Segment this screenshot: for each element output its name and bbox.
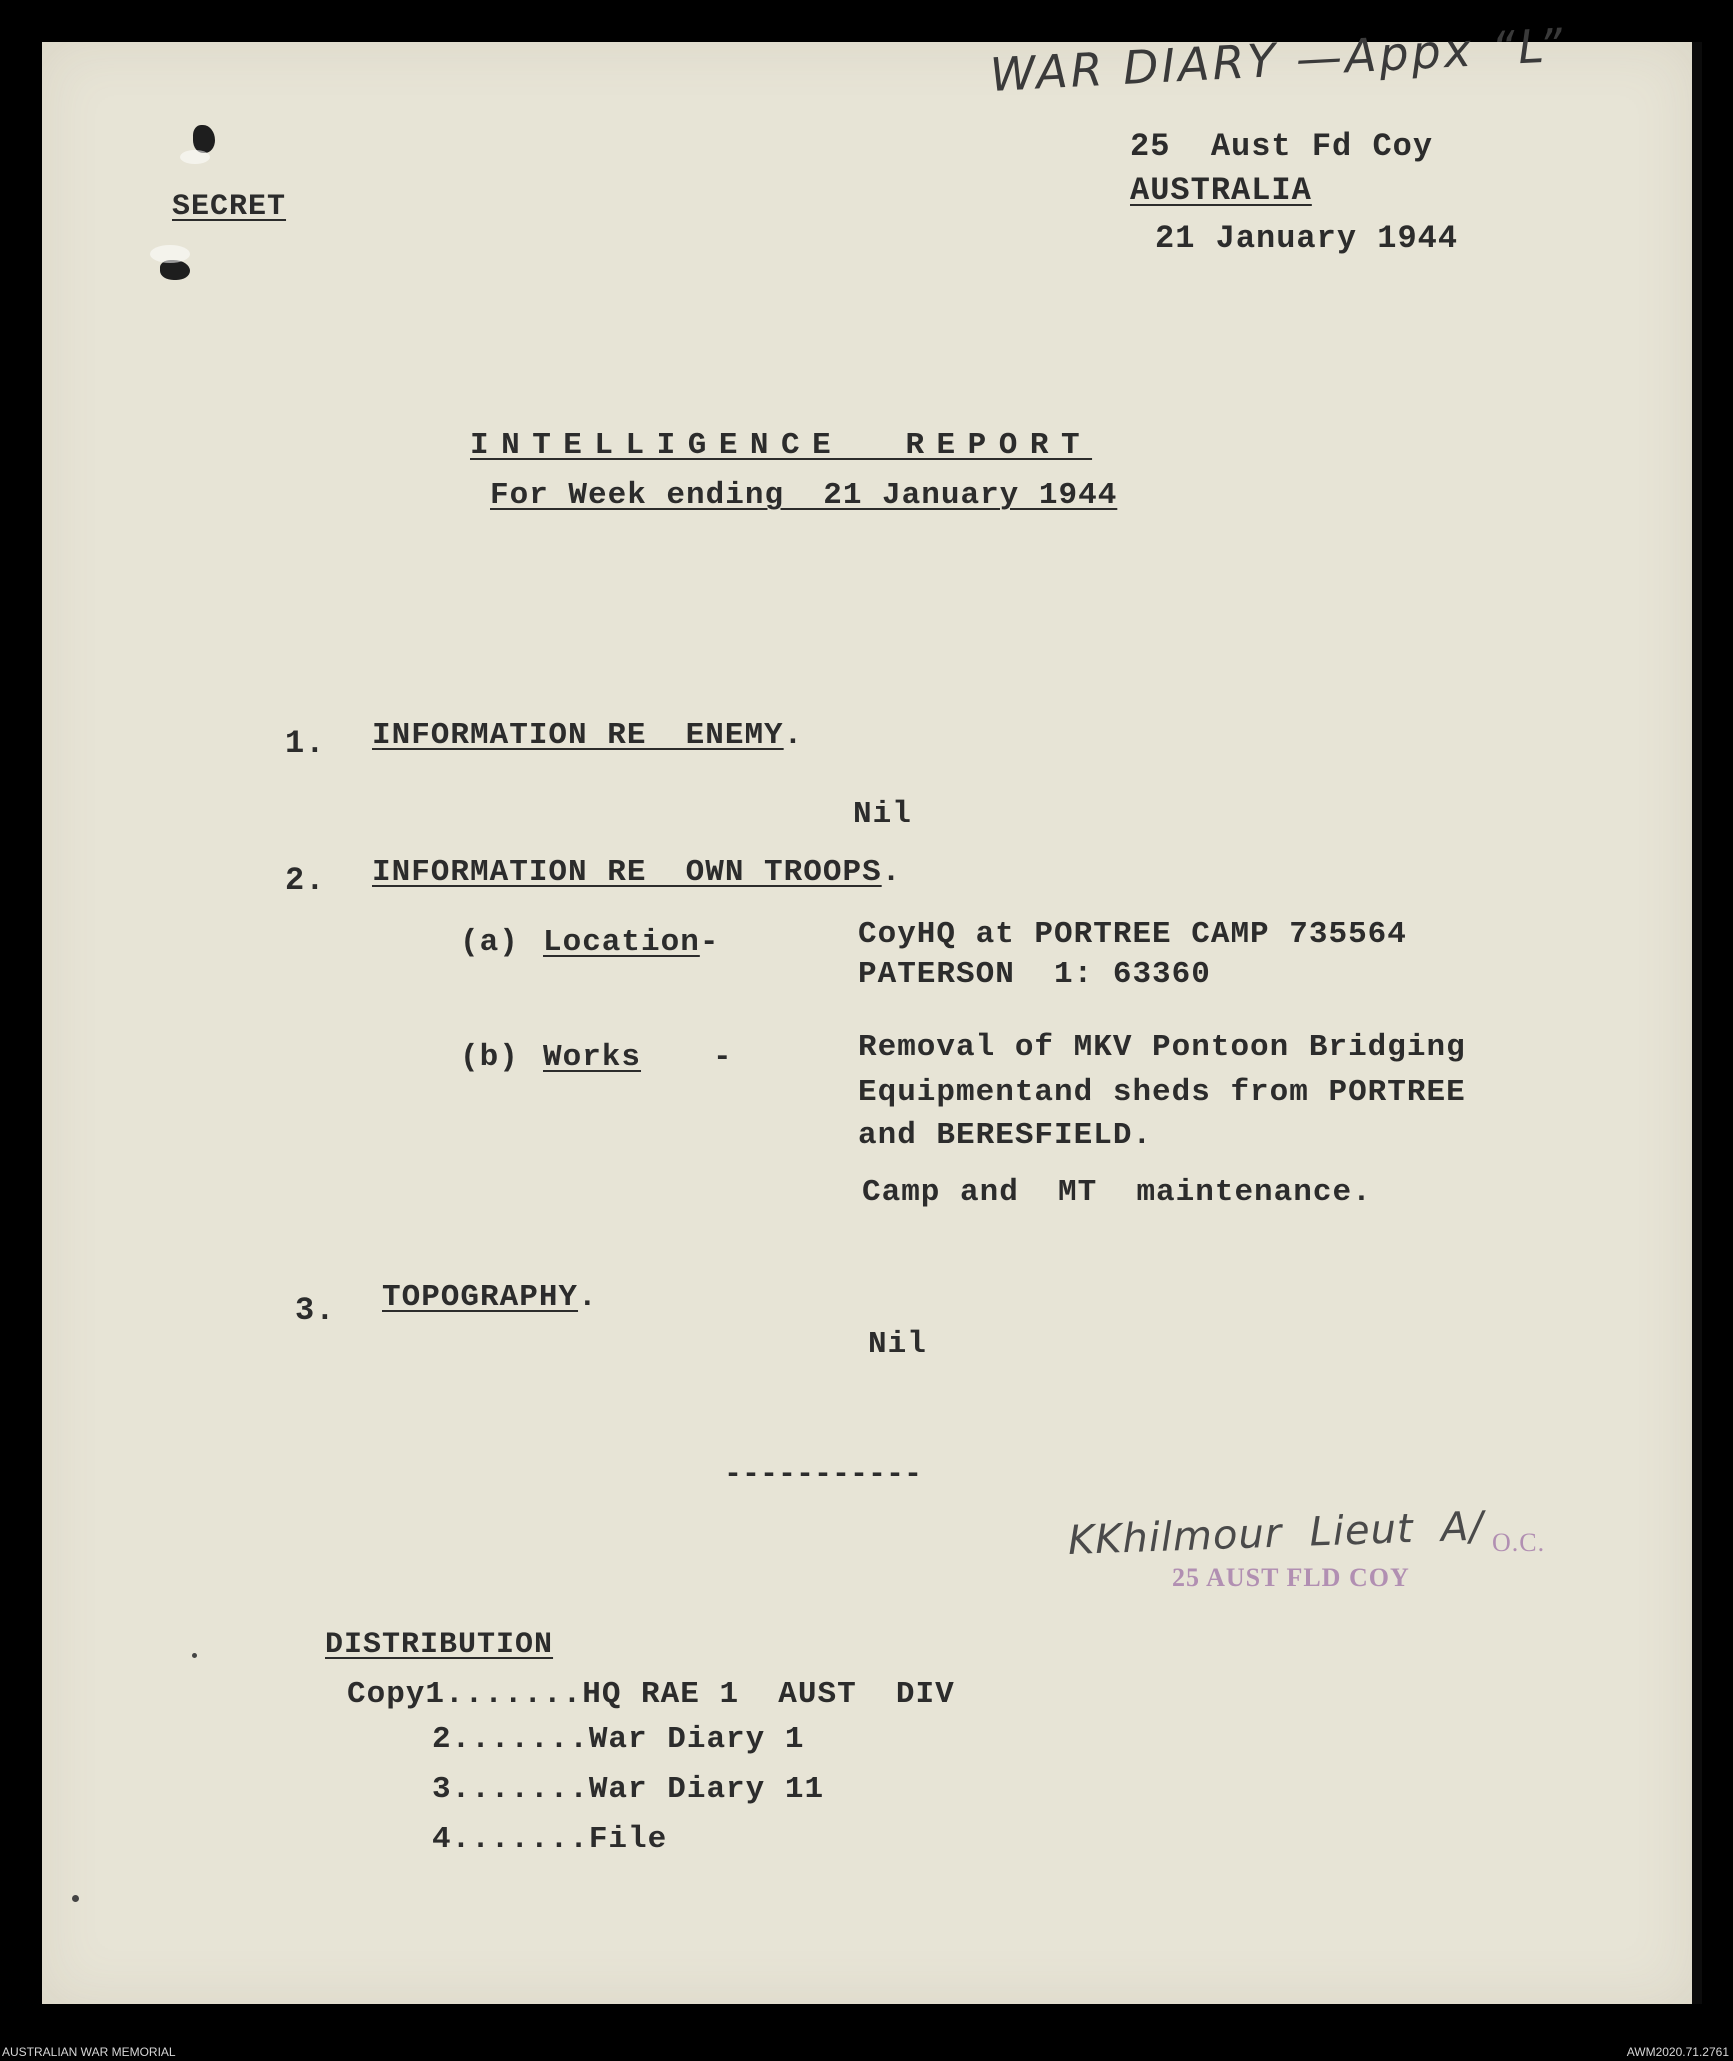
section-divider: -----------	[724, 1458, 923, 1492]
ink-dot-1	[192, 1653, 197, 1658]
section-3-heading	[382, 1280, 598, 1315]
ink-dot-2	[72, 1895, 79, 1902]
distribution-row-1: Copy1.......HQ RAE 1 AUST DIV	[347, 1677, 955, 1712]
footer-institution: AUSTRALIAN WAR MEMORIAL	[2, 2045, 176, 2059]
works-line-3: and BERESFIELD.	[858, 1118, 1153, 1153]
section-2-heading-suffix: .	[881, 855, 902, 890]
works-line-1: Removal of MKV Pontoon Bridging	[858, 1030, 1466, 1065]
classification-label: SECRET	[172, 190, 287, 224]
unit-stamp: 25 AUST FLD COY	[1172, 1563, 1410, 1592]
distribution-row-4: 4.......File	[432, 1822, 668, 1857]
unit-name: 25 Aust Fd Coy	[1130, 128, 1434, 165]
report-subtitle: For Week ending 21 January 1944	[490, 478, 1118, 513]
subsection-b-separator: -	[713, 1040, 733, 1075]
section-3-heading-suffix: .	[578, 1280, 598, 1315]
section-3-number: 3.	[295, 1292, 336, 1329]
report-title: INTELLIGENCE REPORT	[470, 428, 1093, 463]
handwritten-header: WAR DIARY —Appx “L”	[988, 17, 1567, 102]
subsection-a-title-text: Location	[543, 925, 700, 960]
section-1-heading-text: INFORMATION RE ENEMY	[372, 718, 784, 753]
subsection-b-title: Works	[543, 1040, 642, 1075]
subsection-a-title	[543, 925, 719, 960]
report-date: 21 January 1944	[1155, 220, 1459, 257]
footer-reference: AWM2020.71.2761	[1626, 2045, 1729, 2059]
subsection-a-label: (a)	[460, 925, 519, 960]
section-1-heading	[372, 718, 803, 753]
unit-country: AUSTRALIA	[1130, 172, 1312, 209]
punch-hole-top	[193, 125, 215, 153]
section-3-body: Nil	[868, 1327, 927, 1362]
distribution-row-2: 2.......War Diary 1	[432, 1722, 805, 1757]
distribution-heading: DISTRIBUTION	[325, 1628, 554, 1662]
signature-handwritten: KKhilmour Lieut A/	[1067, 1503, 1485, 1564]
location-line-2: PATERSON 1: 63360	[858, 957, 1211, 992]
section-2-heading	[372, 855, 901, 890]
section-1-number: 1.	[285, 725, 326, 762]
section-3-heading-text: TOPOGRAPHY	[382, 1280, 579, 1315]
section-2-number: 2.	[285, 862, 326, 899]
subsection-b-label: (b)	[460, 1040, 519, 1075]
subsection-a-separator: -	[699, 925, 720, 960]
distribution-row-3: 3.......War Diary 11	[432, 1772, 825, 1807]
signature-oc-stamp: O.C.	[1492, 1528, 1546, 1557]
works-line-4: Camp and MT maintenance.	[862, 1175, 1372, 1210]
crease-mark-top	[180, 150, 210, 164]
section-1-body: Nil	[853, 797, 912, 832]
punch-hole-bottom	[160, 260, 190, 280]
section-2-heading-text: INFORMATION RE OWN TROOPS	[372, 855, 882, 890]
location-line-1: CoyHQ at PORTREE CAMP 735564	[858, 917, 1407, 952]
crease-mark-bottom	[150, 245, 190, 263]
works-line-2: Equipmentand sheds from PORTREE	[858, 1075, 1466, 1110]
section-1-heading-suffix: .	[783, 718, 804, 753]
page-edge-shadow	[1692, 42, 1702, 2004]
